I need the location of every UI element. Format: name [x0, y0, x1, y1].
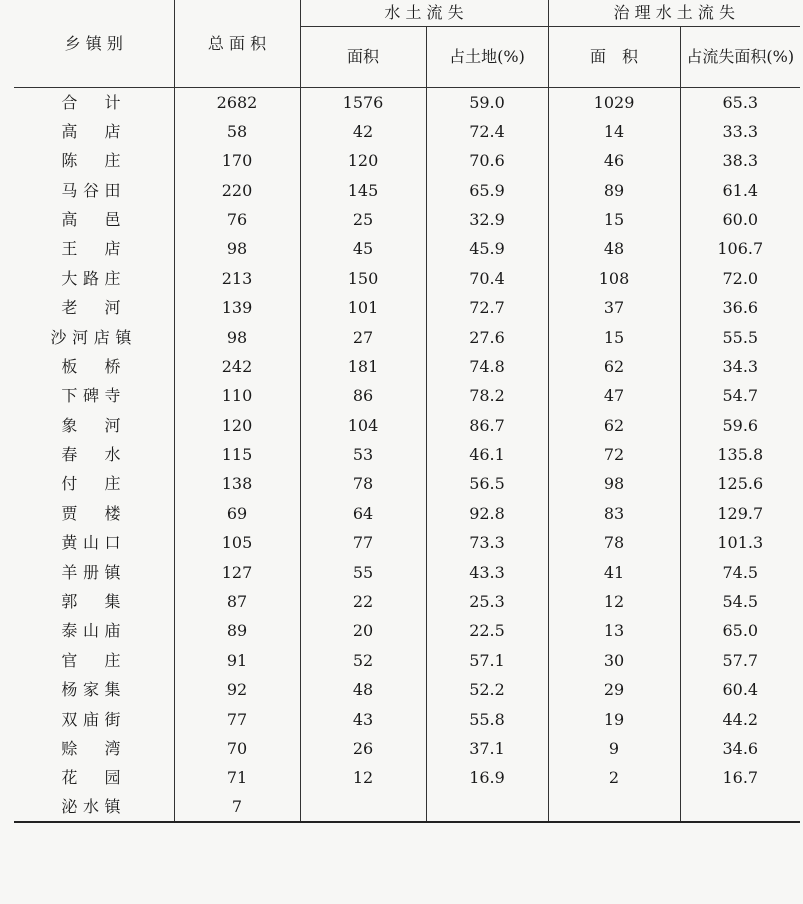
cell-town: 老 河 [14, 293, 174, 322]
cell-town: 花 园 [14, 763, 174, 792]
table-row [14, 146, 800, 175]
cell-loss-pct: 16.9 [426, 763, 548, 792]
cell-total-area: 127 [174, 558, 300, 587]
cell-loss-pct: 59.0 [426, 88, 548, 117]
cell-loss-area: 86 [300, 381, 426, 410]
cell-town: 高 店 [14, 117, 174, 146]
cell-ctrl-area: 48 [548, 234, 680, 263]
cell-total-area: 213 [174, 264, 300, 293]
cell-loss-area: 55 [300, 558, 426, 587]
cell-total-area: 139 [174, 293, 300, 322]
cell-ctrl-pct: 60.0 [680, 205, 800, 234]
cell-ctrl-area: 62 [548, 411, 680, 440]
cell-loss-pct: 45.9 [426, 234, 548, 263]
header-total-area: 总 面 积 [174, 0, 300, 88]
cell-town: 沙河店镇 [14, 323, 174, 352]
cell-loss-area: 12 [300, 763, 426, 792]
cell-ctrl-area: 30 [548, 646, 680, 675]
cell-total-area: 110 [174, 381, 300, 410]
table-row [14, 440, 800, 469]
cell-town: 赊 湾 [14, 734, 174, 763]
cell-loss-area: 104 [300, 411, 426, 440]
cell-town: 羊册镇 [14, 558, 174, 587]
cell-town: 泰山庙 [14, 617, 174, 646]
cell-loss-area: 52 [300, 646, 426, 675]
cell-loss-pct [426, 793, 548, 822]
cell-loss-pct: 46.1 [426, 440, 548, 469]
cell-loss-pct: 32.9 [426, 205, 548, 234]
cell-ctrl-area: 72 [548, 440, 680, 469]
table-row [14, 88, 800, 117]
header-soil-loss: 水 土 流 失 [300, 0, 548, 27]
table-row [14, 528, 800, 557]
cell-ctrl-pct: 33.3 [680, 117, 800, 146]
cell-ctrl-area [548, 793, 680, 822]
cell-loss-area: 181 [300, 352, 426, 381]
cell-ctrl-area: 46 [548, 146, 680, 175]
cell-total-area: 92 [174, 675, 300, 704]
cell-ctrl-pct: 59.6 [680, 411, 800, 440]
cell-ctrl-pct: 60.4 [680, 675, 800, 704]
soil-erosion-table [14, 0, 800, 823]
cell-ctrl-area: 78 [548, 528, 680, 557]
cell-total-area: 71 [174, 763, 300, 792]
cell-ctrl-pct: 65.0 [680, 617, 800, 646]
cell-total-area: 89 [174, 617, 300, 646]
cell-town: 马谷田 [14, 176, 174, 205]
cell-ctrl-area: 98 [548, 470, 680, 499]
cell-ctrl-pct: 135.8 [680, 440, 800, 469]
cell-loss-area: 78 [300, 470, 426, 499]
cell-ctrl-area: 47 [548, 381, 680, 410]
cell-loss-pct: 70.4 [426, 264, 548, 293]
cell-loss-pct: 78.2 [426, 381, 548, 410]
table-row [14, 293, 800, 322]
cell-ctrl-pct: 57.7 [680, 646, 800, 675]
cell-loss-pct: 22.5 [426, 617, 548, 646]
cell-town: 合 计 [14, 88, 174, 117]
cell-ctrl-pct: 65.3 [680, 88, 800, 117]
table-row [14, 411, 800, 440]
header-control: 治 理 水 土 流 失 [548, 0, 800, 27]
table-row [14, 323, 800, 352]
cell-ctrl-area: 2 [548, 763, 680, 792]
cell-loss-pct: 74.8 [426, 352, 548, 381]
cell-town: 春 水 [14, 440, 174, 469]
cell-loss-area: 26 [300, 734, 426, 763]
cell-ctrl-area: 41 [548, 558, 680, 587]
cell-loss-area: 53 [300, 440, 426, 469]
cell-total-area: 98 [174, 323, 300, 352]
table-row [14, 734, 800, 763]
cell-total-area: 91 [174, 646, 300, 675]
cell-ctrl-area: 37 [548, 293, 680, 322]
cell-loss-pct: 43.3 [426, 558, 548, 587]
cell-ctrl-pct: 55.5 [680, 323, 800, 352]
table-row [14, 234, 800, 263]
cell-total-area: 76 [174, 205, 300, 234]
cell-ctrl-pct: 54.7 [680, 381, 800, 410]
cell-town: 黄山口 [14, 528, 174, 557]
cell-loss-area: 101 [300, 293, 426, 322]
table-row [14, 646, 800, 675]
cell-town: 泌水镇 [14, 793, 174, 822]
table-row [14, 675, 800, 704]
header-loss-pct: 占土地(%) [426, 27, 548, 88]
table-row [14, 705, 800, 734]
cell-town: 郭 集 [14, 587, 174, 616]
cell-loss-pct: 73.3 [426, 528, 548, 557]
cell-loss-pct: 52.2 [426, 675, 548, 704]
cell-ctrl-area: 13 [548, 617, 680, 646]
table-row [14, 264, 800, 293]
cell-ctrl-area: 1029 [548, 88, 680, 117]
cell-town: 象 河 [14, 411, 174, 440]
cell-loss-area: 20 [300, 617, 426, 646]
cell-total-area: 70 [174, 734, 300, 763]
cell-loss-area: 43 [300, 705, 426, 734]
cell-town: 杨家集 [14, 675, 174, 704]
cell-ctrl-area: 15 [548, 205, 680, 234]
cell-total-area: 58 [174, 117, 300, 146]
cell-ctrl-pct: 16.7 [680, 763, 800, 792]
cell-town: 陈 庄 [14, 146, 174, 175]
cell-ctrl-pct: 106.7 [680, 234, 800, 263]
cell-loss-area: 145 [300, 176, 426, 205]
table-row [14, 617, 800, 646]
cell-ctrl-pct: 54.5 [680, 587, 800, 616]
cell-loss-pct: 37.1 [426, 734, 548, 763]
cell-total-area: 170 [174, 146, 300, 175]
table-row [14, 117, 800, 146]
cell-ctrl-pct: 44.2 [680, 705, 800, 734]
cell-total-area: 2682 [174, 88, 300, 117]
cell-loss-area: 77 [300, 528, 426, 557]
cell-ctrl-area: 15 [548, 323, 680, 352]
cell-total-area: 220 [174, 176, 300, 205]
cell-ctrl-pct: 38.3 [680, 146, 800, 175]
cell-loss-pct: 25.3 [426, 587, 548, 616]
cell-ctrl-area: 14 [548, 117, 680, 146]
table-row [14, 763, 800, 792]
cell-ctrl-pct: 34.3 [680, 352, 800, 381]
cell-loss-area: 25 [300, 205, 426, 234]
cell-ctrl-pct: 129.7 [680, 499, 800, 528]
cell-total-area: 77 [174, 705, 300, 734]
cell-total-area: 105 [174, 528, 300, 557]
cell-ctrl-area: 83 [548, 499, 680, 528]
cell-loss-area: 120 [300, 146, 426, 175]
cell-ctrl-area: 12 [548, 587, 680, 616]
table-row [14, 470, 800, 499]
cell-loss-pct: 57.1 [426, 646, 548, 675]
cell-ctrl-pct: 101.3 [680, 528, 800, 557]
cell-ctrl-pct: 74.5 [680, 558, 800, 587]
cell-town: 王 店 [14, 234, 174, 263]
table-row [14, 499, 800, 528]
cell-loss-area: 22 [300, 587, 426, 616]
cell-loss-area: 150 [300, 264, 426, 293]
table-row [14, 558, 800, 587]
header-ctrl-pct: 占流失面积(%) [680, 27, 800, 88]
cell-ctrl-area: 9 [548, 734, 680, 763]
cell-loss-area: 64 [300, 499, 426, 528]
cell-ctrl-area: 29 [548, 675, 680, 704]
cell-total-area: 7 [174, 793, 300, 822]
cell-town: 大路庄 [14, 264, 174, 293]
cell-ctrl-pct: 72.0 [680, 264, 800, 293]
cell-loss-area: 42 [300, 117, 426, 146]
cell-ctrl-area: 19 [548, 705, 680, 734]
cell-loss-pct: 55.8 [426, 705, 548, 734]
table-row [14, 176, 800, 205]
table-row [14, 587, 800, 616]
cell-total-area: 87 [174, 587, 300, 616]
cell-loss-pct: 56.5 [426, 470, 548, 499]
cell-ctrl-area: 62 [548, 352, 680, 381]
cell-ctrl-pct: 34.6 [680, 734, 800, 763]
cell-loss-pct: 72.4 [426, 117, 548, 146]
cell-loss-pct: 86.7 [426, 411, 548, 440]
cell-loss-pct: 65.9 [426, 176, 548, 205]
table-row [14, 205, 800, 234]
cell-ctrl-area: 108 [548, 264, 680, 293]
cell-loss-area: 1576 [300, 88, 426, 117]
cell-total-area: 98 [174, 234, 300, 263]
cell-ctrl-pct: 125.6 [680, 470, 800, 499]
cell-loss-area: 27 [300, 323, 426, 352]
table-row [14, 793, 800, 822]
cell-total-area: 242 [174, 352, 300, 381]
cell-town: 付 庄 [14, 470, 174, 499]
table-row [14, 381, 800, 410]
cell-ctrl-pct [680, 793, 800, 822]
cell-loss-area: 45 [300, 234, 426, 263]
cell-loss-pct: 27.6 [426, 323, 548, 352]
cell-total-area: 115 [174, 440, 300, 469]
table-row [14, 352, 800, 381]
cell-loss-area [300, 793, 426, 822]
cell-loss-area: 48 [300, 675, 426, 704]
cell-ctrl-area: 89 [548, 176, 680, 205]
cell-total-area: 138 [174, 470, 300, 499]
cell-town: 板 桥 [14, 352, 174, 381]
cell-loss-pct: 72.7 [426, 293, 548, 322]
cell-town: 贾 楼 [14, 499, 174, 528]
cell-loss-pct: 92.8 [426, 499, 548, 528]
cell-town: 官 庄 [14, 646, 174, 675]
cell-total-area: 120 [174, 411, 300, 440]
cell-town: 下碑寺 [14, 381, 174, 410]
header-town: 乡 镇 别 [14, 0, 174, 88]
cell-town: 高 邑 [14, 205, 174, 234]
cell-ctrl-pct: 36.6 [680, 293, 800, 322]
cell-ctrl-pct: 61.4 [680, 176, 800, 205]
cell-total-area: 69 [174, 499, 300, 528]
cell-town: 双庙街 [14, 705, 174, 734]
cell-loss-pct: 70.6 [426, 146, 548, 175]
header-loss-area: 面积 [300, 27, 426, 88]
header-ctrl-area: 面 积 [548, 27, 680, 88]
